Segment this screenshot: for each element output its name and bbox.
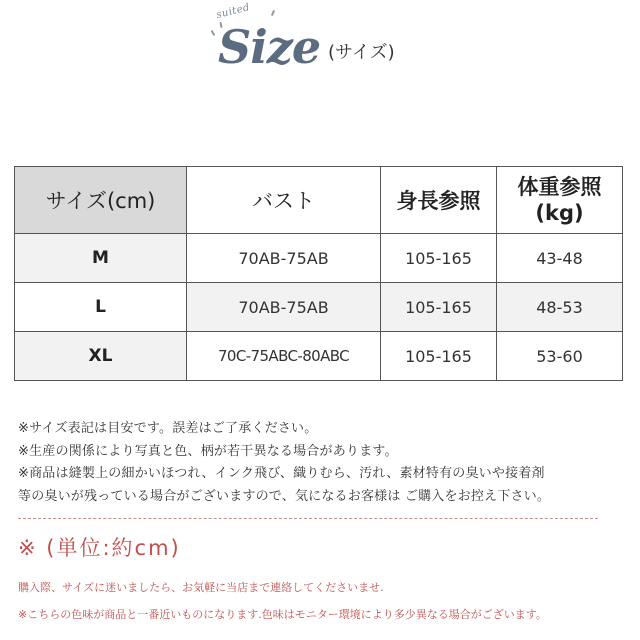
- note-line: 等の臭いが残っている場合がございますので、気になるお客様は ご購入をお控え下さい。: [18, 488, 551, 504]
- table-header-row: [15, 167, 623, 234]
- decor-dash: [211, 30, 216, 36]
- size-header: [210, 2, 470, 78]
- bust-cell: 70AB-75AB: [187, 234, 381, 283]
- table-row: [15, 332, 623, 381]
- table-row: [15, 283, 623, 332]
- height-cell: 105-165: [381, 234, 497, 283]
- notes-block: [18, 418, 626, 508]
- size-table: [14, 166, 623, 381]
- height-cell: 105-165: [381, 332, 497, 381]
- dashed-divider: [18, 518, 598, 519]
- red-note-line: 購入際、サイズに迷いましたら、お気軽に当店まで連絡してくださいませ.: [18, 581, 384, 594]
- height-cell: 105-165: [381, 283, 497, 332]
- unit-note: ※ (単位:約cm): [18, 536, 181, 560]
- header-height: 身長参照: [381, 167, 497, 234]
- size-cell: M: [15, 234, 187, 283]
- header-size: サイズ(cm): [15, 167, 187, 234]
- red-notes-block: [18, 574, 628, 628]
- bust-cell: 70C-75ABC-80ABC: [187, 332, 381, 381]
- header-weight: 体重参照 (kg): [497, 167, 623, 234]
- size-cell: XL: [15, 332, 187, 381]
- weight-cell: 53-60: [497, 332, 623, 381]
- size-subtitle: (サイズ): [328, 42, 395, 63]
- header-bust: バスト: [187, 167, 381, 234]
- weight-cell: 48-53: [497, 283, 623, 332]
- suited-label: suited: [215, 2, 252, 21]
- bust-cell: 70AB-75AB: [187, 283, 381, 332]
- decor-dash: [271, 10, 275, 16]
- note-line: ※商品は縫製上の細かいほつれ、インク飛び、織りむら、汚れ、素材特有の臭いや接着剤: [18, 466, 545, 481]
- weight-cell: 43-48: [497, 234, 623, 283]
- size-title: Size: [218, 20, 321, 74]
- note-line: ※生産の関係により写真と色、柄が若干異なる場合があります。: [18, 443, 398, 459]
- red-note-line: ※こちらの色味が商品と一番近いものになります.色味はモニター環境により多少異なる場合がございます。: [18, 608, 547, 621]
- table-row: [15, 234, 623, 283]
- note-line: ※サイズ表記は目安です。誤差はご了承ください。: [18, 421, 318, 436]
- size-cell: L: [15, 283, 187, 332]
